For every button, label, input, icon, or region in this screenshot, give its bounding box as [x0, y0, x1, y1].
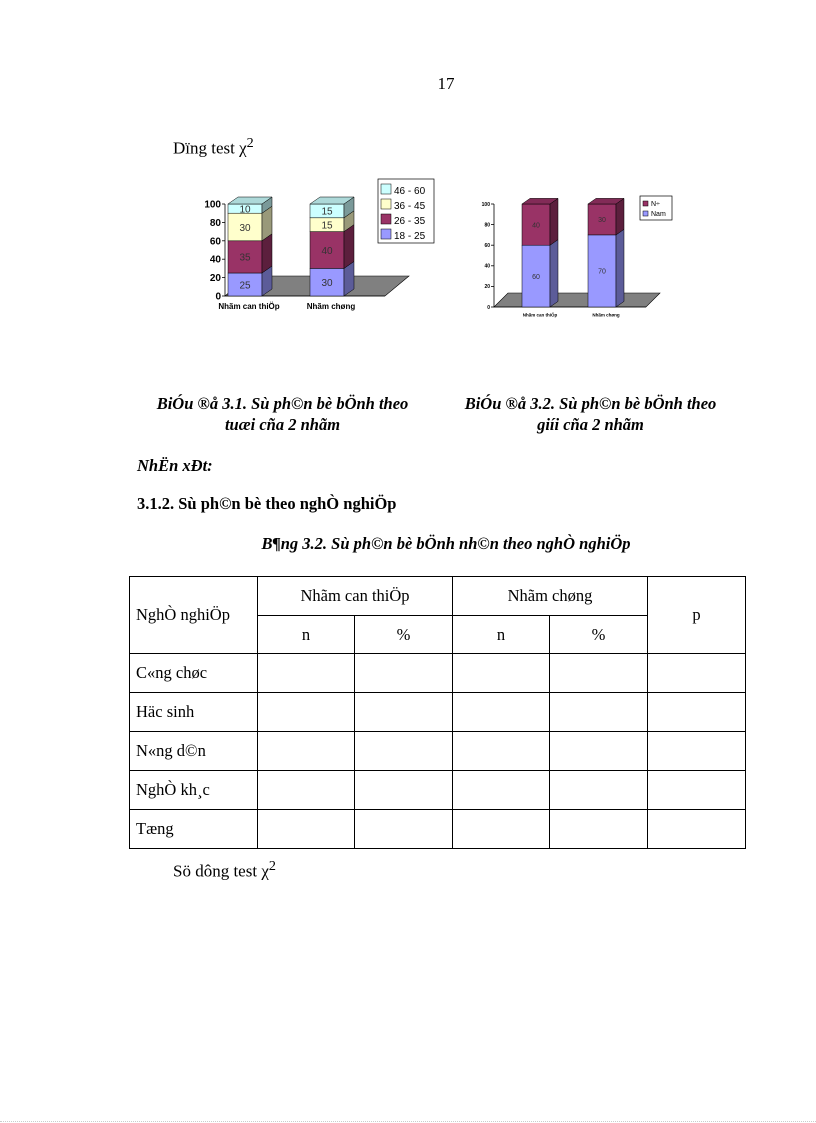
- y-tick-label: 80: [209, 217, 221, 229]
- data-label: 30: [598, 217, 606, 225]
- legend-label: 26 - 35: [394, 216, 426, 227]
- gender-distribution-chart: [472, 190, 682, 323]
- section-heading: 3.1.2. Sù ph©n bè theo nghÒ nghiÖp: [137, 494, 397, 513]
- y-tick-label: 40: [209, 254, 221, 266]
- age-chart-svg: [195, 176, 445, 321]
- y-tick-label: 100: [204, 199, 221, 211]
- page-edge: [0, 1121, 816, 1122]
- page-number: 17: [437, 74, 455, 93]
- y-tick-label: 0: [215, 291, 221, 303]
- chart1-caption: BiÓu ®å 3.1. Sù ph©n bè bÖnh theo tuæi cña 2 nhãm: [156, 394, 409, 434]
- y-tick-label: 0: [487, 304, 490, 311]
- y-tick-label: 20: [209, 273, 221, 285]
- data-label: 40: [321, 245, 333, 257]
- legend-label: 18 - 25: [394, 231, 426, 242]
- data-label: 30: [239, 222, 251, 234]
- row-label: Tæng: [130, 810, 258, 849]
- y-tick-label: 40: [484, 263, 490, 270]
- chart-floor: [494, 293, 660, 307]
- row-label: NghÒ kh¸c: [130, 771, 258, 810]
- y-tick-label: 100: [481, 201, 490, 208]
- data-label: 25: [239, 280, 251, 292]
- row-label: Häc sinh: [130, 693, 258, 732]
- table-row: [130, 693, 746, 732]
- data-label: 15: [321, 220, 333, 232]
- table-row: [130, 810, 746, 849]
- y-tick-label: 60: [484, 242, 490, 249]
- bar-segment-side: [344, 225, 354, 269]
- y-tick-label: 20: [484, 284, 490, 291]
- row-label: N«ng d©n: [130, 732, 258, 771]
- row-label: C«ng chøc: [130, 654, 258, 693]
- legend-label: 46 - 60: [394, 186, 426, 197]
- chart2-caption: BiÓu ®å 3.2. Sù ph©n bè bÖnh theo giíi cña 2 nhãm: [464, 394, 717, 434]
- legend-label: Nam: [651, 211, 666, 218]
- data-label: 35: [239, 252, 251, 264]
- data-label: 15: [321, 206, 333, 218]
- age-distribution-chart: [195, 176, 445, 321]
- occupation-table: [129, 576, 746, 849]
- subheader-percent: %: [355, 616, 453, 654]
- test-note-top: Dïng test $\chi^2$: [173, 135, 254, 158]
- data-label: 60: [532, 273, 540, 281]
- data-label: 10: [239, 204, 251, 216]
- data-label: 70: [598, 268, 606, 276]
- legend-swatch: [381, 229, 391, 239]
- bar-segment-side: [616, 198, 624, 235]
- category-label: Nhãm can thiÖp: [218, 302, 280, 311]
- table-row: [130, 771, 746, 810]
- table-caption: B¶ng 3.2. Sù ph©n bè bÖnh nh©n theo nghÒ nghiÖp: [261, 534, 631, 553]
- category-label: Nhãm chøng: [306, 302, 356, 311]
- legend-label: 36 - 45: [394, 201, 426, 212]
- legend-swatch: [643, 201, 648, 206]
- y-tick-label: 60: [209, 236, 221, 248]
- legend-swatch: [643, 211, 648, 216]
- remark-heading: NhËn xÐt:: [137, 456, 213, 475]
- subheader-n: n: [258, 616, 355, 654]
- legend-swatch: [381, 199, 391, 209]
- data-label: 30: [321, 278, 333, 289]
- y-tick-label: 80: [484, 222, 490, 229]
- header-p: p: [648, 577, 746, 654]
- subheader-n: n: [453, 616, 550, 654]
- header-control-group: Nhãm chøng: [453, 577, 648, 616]
- bar-segment-side: [616, 229, 624, 307]
- legend-label: N÷: [651, 201, 660, 208]
- table-row: [130, 654, 746, 693]
- header-intervention-group: Nhãm can thiÖp: [258, 577, 453, 616]
- bar-segment-side: [550, 198, 558, 245]
- bar-segment-side: [550, 240, 558, 307]
- category-label: Nhãm chøng: [592, 312, 620, 318]
- subheader-percent: %: [550, 616, 648, 654]
- category-label: Nhãm can thiÖp: [522, 312, 558, 318]
- table-row: [130, 732, 746, 771]
- test-note-bottom: Sö dông test $\chi^2$: [173, 858, 276, 881]
- legend-swatch: [381, 184, 391, 194]
- data-label: 40: [532, 222, 540, 230]
- legend-swatch: [381, 214, 391, 224]
- header-occupation: NghÒ nghiÖp: [130, 577, 258, 654]
- gender-chart-svg: [472, 190, 682, 323]
